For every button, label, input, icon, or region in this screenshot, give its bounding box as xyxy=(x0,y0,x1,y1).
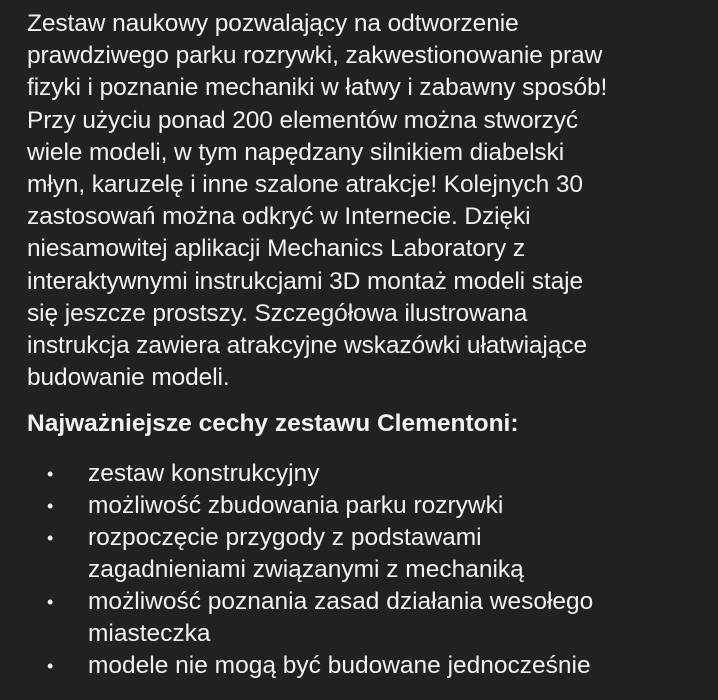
text-line: interaktywnymi instrukcjami 3D montaż modeli staje xyxy=(27,267,583,295)
text-line: fizyki i poznanie mechaniki w łatwy i zabawny sposób! xyxy=(27,74,608,102)
list-item-text: modele nie mogą być budowane jednocześnie xyxy=(88,652,591,680)
bullet-icon: • xyxy=(47,656,54,677)
bullet-icon: • xyxy=(47,592,54,613)
list-item xyxy=(27,490,717,522)
text-line: wiele modeli, w tym napędzany silnikiem diabelski xyxy=(27,138,565,166)
features-list xyxy=(27,458,717,682)
text-line: Zestaw naukowy pozwalający na odtworzenie xyxy=(27,10,519,37)
text-line: prawdziwego parku rozrywki, zakwestionowanie praw xyxy=(27,42,603,70)
features-heading: Najważniejsze cechy zestawu Clementoni: xyxy=(27,410,519,438)
list-item-text: możliwość poznania zasad działania wesołego xyxy=(88,588,594,616)
list-item xyxy=(27,650,717,682)
list-item xyxy=(27,458,717,490)
text-line: budowanie modeli. xyxy=(27,364,230,392)
list-item-text: zagadnieniami związanymi z mechaniką xyxy=(88,556,524,584)
text-line: Przy użyciu ponad 200 elementów można stworzyć xyxy=(27,106,578,134)
text-line: instrukcja zawiera atrakcyjne wskazówki ułatwiające xyxy=(27,332,587,360)
text-line: młyn, karuzelę i inne szalone atrakcje! Kolejnych 30 xyxy=(27,171,583,199)
list-item xyxy=(27,522,717,586)
list-item-text: zestaw konstrukcyjny xyxy=(88,460,320,488)
list-item-text: możliwość zbudowania parku rozrywki xyxy=(88,492,504,520)
list-item xyxy=(27,586,717,650)
bullet-icon: • xyxy=(47,464,54,485)
text-line: się jeszcze prostszy. Szczegółowa ilustrowana xyxy=(27,299,528,327)
text-line: niesamowitej aplikacji Mechanics Laboratory z xyxy=(27,235,525,263)
list-item-text: miasteczka xyxy=(88,620,211,648)
list-item-text: rozpoczęcie przygody z podstawami xyxy=(88,524,482,552)
text-line: zastosowań można odkryć w Internecie. Dzięki xyxy=(27,203,531,231)
bullet-icon: • xyxy=(47,528,54,549)
description-paragraph xyxy=(27,8,717,394)
bullet-icon: • xyxy=(47,496,54,517)
